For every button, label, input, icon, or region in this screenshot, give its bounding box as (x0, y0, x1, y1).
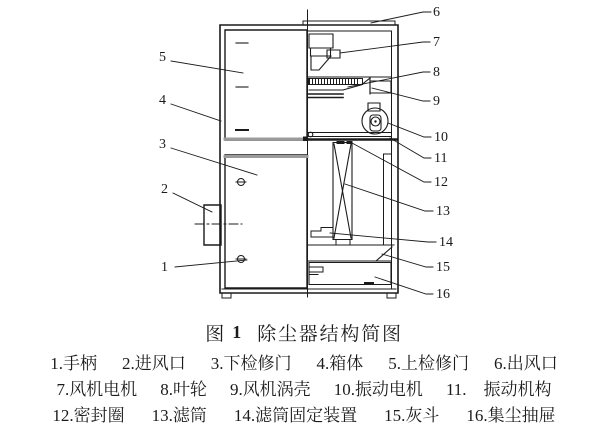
legend-row-3 (0, 401, 608, 425)
figure-caption (0, 319, 608, 345)
legend-item-8: 8.叶轮 (160, 379, 207, 399)
legend-item-11: 11. 振动机构 (445, 379, 552, 399)
legend-item-5: 5.上检修门 (388, 353, 469, 373)
legend-item-10: 10.振动电机 (333, 379, 423, 399)
callout-14: 14 (439, 235, 453, 250)
callout-7: 7 (433, 35, 440, 50)
callout-10: 10 (434, 130, 448, 145)
inlet-port (195, 205, 242, 245)
fan-scroll-housing (308, 77, 392, 98)
callout-16: 16 (436, 287, 450, 302)
legend-item-1: 1.手柄 (50, 353, 97, 373)
legend-item-2: 2.进风口 (122, 353, 186, 373)
legend-item-15: 15.灰斗 (384, 405, 440, 425)
callout-13: 13 (436, 204, 450, 219)
door-handle-upper (236, 179, 246, 186)
dust-drawer (309, 263, 391, 285)
vibration-motor (362, 103, 388, 134)
vibration-mechanism (308, 132, 398, 139)
callout-9: 9 (433, 94, 440, 109)
callout-1: 1 (161, 260, 168, 275)
callout-11: 11 (434, 151, 448, 166)
impeller (309, 79, 363, 91)
ash-hopper (308, 245, 394, 261)
legend-item-4: 4.箱体 (316, 353, 364, 373)
legend-item-16: 16.集尘抽屉 (466, 405, 556, 425)
leader-lines (171, 12, 436, 294)
door-handle-lower (236, 256, 246, 263)
legend-row-2 (0, 375, 608, 399)
cabinet-body (220, 10, 398, 298)
legend-item-14: 14.滤筒固定装置 (233, 405, 358, 425)
legend-item-6: 6.出风口 (494, 353, 558, 373)
callout-3: 3 (159, 137, 166, 152)
figure-number: 1 (232, 321, 242, 342)
callout-4: 4 (159, 93, 166, 108)
upper-access-door (225, 30, 308, 141)
lower-access-door (225, 155, 307, 288)
callout-8: 8 (433, 65, 440, 80)
callout-2: 2 (161, 182, 168, 197)
filter-fixing-device (311, 228, 333, 238)
callout-6: 6 (433, 5, 440, 20)
figure-title: 除尘器结构简图 (257, 323, 403, 345)
figure-label: 图 (205, 323, 226, 345)
legend-item-7: 7.风机电机 (56, 379, 138, 399)
fan-motor (309, 34, 340, 70)
legend-item-3: 3.下检修门 (210, 353, 292, 373)
callout-5: 5 (159, 50, 166, 65)
legend-item-13: 13.滤筒 (151, 405, 207, 425)
legend-item-12: 12.密封圈 (52, 405, 125, 425)
legend-item-9: 9.风机涡壳 (229, 379, 311, 399)
callout-12: 12 (434, 175, 448, 190)
filter-cartridge (333, 143, 352, 246)
legend-row-1 (0, 349, 608, 373)
callout-15: 15 (436, 260, 450, 275)
